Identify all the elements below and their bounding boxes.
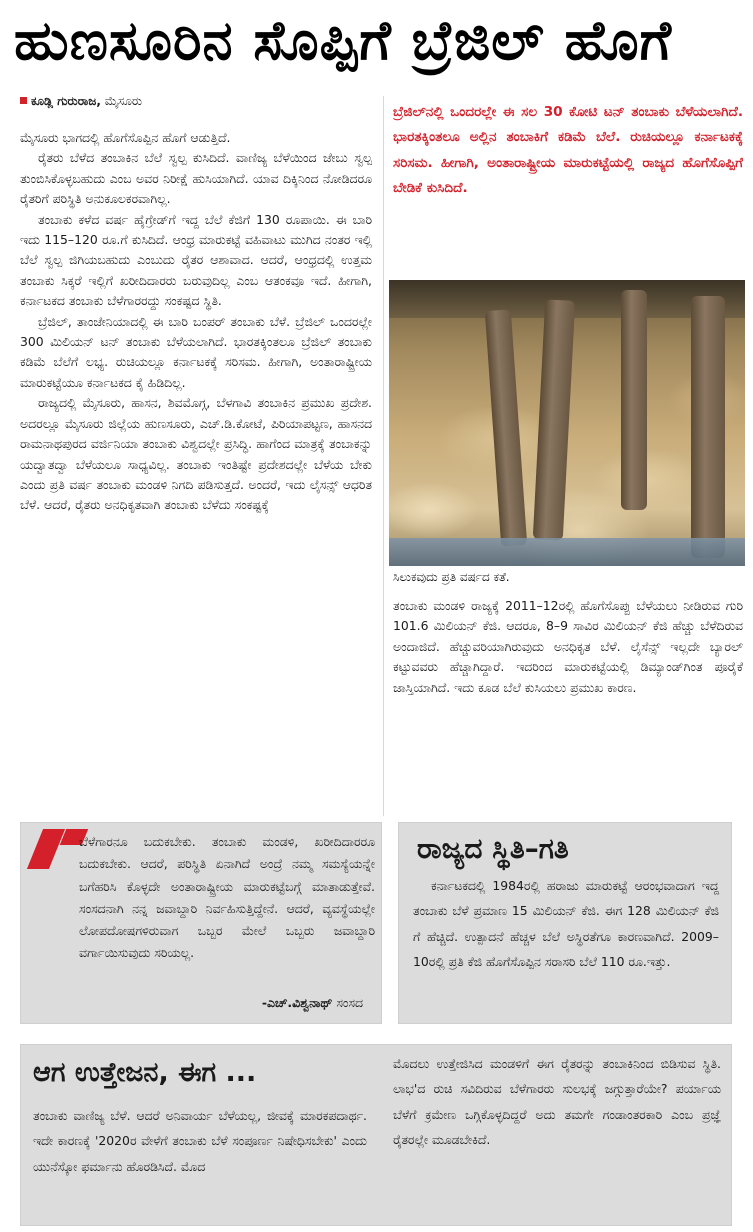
quote-author: -ಎಚ್.ವಿಶ್ವನಾಥ್ bbox=[261, 995, 333, 1010]
state-box-paragraph: ಕರ್ನಾಟಕದಲ್ಲಿ 1984ರಲ್ಲಿ ಹರಾಜು ಮಾರುಕಟ್ಟೆ ಆರಂಭವಾದಾಗ ಇದ್ದ ತಂಬಾಕು ಬೆಳೆ ಪ್ರಮಾಣ 15 ಮಿಲಿಯನ್ ಕೆಜಿ. ಈಗ 128 ಮಿಲಿಯನ್ ಕೆಜಿ ಗೆ ಹೆಚ್ಚಿದೆ. ಉತ್ಪಾದನೆ ಹೆಚ್ಚಳ ಬೆಲೆ ಅಸ್ಥಿರತೆಗೂ ಕಾರಣವಾಗಿದೆ. 2009–10ರಲ್ಲಿ ಪ್ರತಿ ಕೆಜಿ ಹೊಗೆಸೊಪ್ಪಿನ ಸರಾಸರಿ ಬೆಲೆ 110 ರೂ.ಇತ್ತು. bbox=[413, 878, 719, 970]
left-paragraph-4: ಬ್ರೆಜಿಲ್, ತಾಂಜೇನಿಯಾದಲ್ಲಿ ಈ ಬಾರಿ ಬಂಪರ್ ತಂಬಾಕು ಬೆಳೆ. ಬ್ರೆಜಿಲ್ ಒಂದರಲ್ಲೇ 300 ಮಿಲಿಯನ್ ಟನ್ ತಂಬಾಕು ಬೆಳೆಯಲಾಗಿದೆ. ಭಾರತಕ್ಕಿಂತಲೂ ಬ್ರೆಜಿಲ್ ತಂಬಾಕು ಕಡಿಮೆ ಬೆಲೆಗೆ ಲಭ್ಯ. ರುಚಿಯಲ್ಲೂ ಕರ್ನಾಟಕಕ್ಕೆ ಸರಿಸಮ. ಹೀಗಾಗಿ, ಅಂತಾರಾಷ್ಟ್ರೀಯ ಮಾರುಕಟ್ಟೆಯೂ ಕರ್ನಾಟಕದ ಕೈ ಹಿಡಿದಿಲ್ಲ. bbox=[20, 313, 372, 390]
right-column bbox=[393, 596, 743, 812]
headline: ಹುಣಸೂರಿನ ಸೊಪ್ಪಿಗೆ ಬ್ರೆಜಿಲ್ ಹೊಗೆ bbox=[14, 9, 672, 72]
column-divider bbox=[383, 96, 384, 816]
byline-author: ಕೂಡ್ಲಿ ಗುರುರಾಜ, bbox=[31, 94, 101, 108]
photo-pole-middle bbox=[533, 299, 576, 540]
quote-author-role: ಸಂಸದ bbox=[332, 995, 363, 1010]
photo-caption: ಸಿಲುಕವುದು ಪ್ರತಿ ವರ್ಷದ ಕತೆ. bbox=[393, 570, 510, 584]
state-status-box bbox=[398, 822, 732, 1024]
bottom-box-right-text: ಮೊದಲು ಉತ್ತೇಜಿಸಿದ ಮಂಡಳಿಗೆ ಈಗ ರೈತರನ್ನು ತಂಬಾಕಿನಿಂದ ಬಿಡಿಸುವ ಸ್ಥಿತಿ. ಲಾಭ'ದ ರುಚಿ ಸವಿದಿರುವ ಬೆಳೆಗಾರರು ಸುಲಭಕ್ಕೆ ಜಗ್ಗುತ್ತಾರೆಯೇ? ಪರ್ಯಾಯ ಬೆಳೆಗೆ ಕ್ರಮೇಣ ಒಗ್ಗಿಕೊಳ್ಳದಿದ್ದರೆ ಅದು ತಮಗೇ ಗಂಡಾಂತರಕಾರಿ ಎಂಬ ಪ್ರಜ್ಞೆ ರೈತರಲ್ಲೇ ಮೂಡಬೇಕಿದೆ. bbox=[393, 1056, 721, 1148]
photo-pole-center bbox=[621, 290, 647, 510]
left-column bbox=[20, 128, 372, 808]
bottom-box bbox=[20, 1044, 732, 1226]
quote-attribution bbox=[262, 995, 363, 1011]
photo-pole-right bbox=[691, 296, 725, 558]
state-box-text bbox=[413, 873, 719, 975]
left-paragraph-3: ತಂಬಾಕು ಕಳೆದ ವರ್ಷ ಹೈಗ್ರೇಡ್‌ಗೆ ಇದ್ದ ಬೆಲೆ ಕೆಜಿಗೆ 130 ರೂಪಾಯಿ. ಈ ಬಾರಿ ಇದು 115–120 ರೂ.ಗೆ ಕುಸಿದಿದೆ. ಆಂಧ್ರ ಮಾರುಕಟ್ಟೆ ವಹಿವಾಟು ಮುಗಿದ ನಂತರ ಇಲ್ಲಿ ಬೆಲೆ ಸ್ವಲ್ಪ ಜಿಗಿಯಬಹುದು ಎಂಬುದು ರೈತರ ಆಶಾವಾದ. ಆದರೆ, ಆಂಧ್ರದಲ್ಲಿ ಉತ್ತಮ ತಂಬಾಕು ಸಿಕ್ಕರೆ ಇಲ್ಲಿಗೆ ಖರೀದಿದಾರರು ಬರುವುದಿಲ್ಲ ಎಂಬ ಆತಂಕವೂ ಇದೆ. ಹೀಗಾಗಿ, ಕರ್ನಾಟಕದ ತಂಬಾಕು ಬೆಳೆಗಾರರದ್ದು ಸಂಕಷ್ಟದ ಸ್ಥಿತಿ. bbox=[20, 211, 372, 309]
quote-text: ಬೆಳೆಗಾರನೂ ಬದುಕಬೇಕು. ತಂಬಾಕು ಮಂಡಳಿ, ಖರೀದಿದಾರರೂ ಬದುಕಬೇಕು. ಆದರೆ, ಪರಿಸ್ಥಿತಿ ಏನಾಗಿದೆ ಅಂದ್ರೆ ನಮ್ಮ ಸಮಸ್ಯೆಯನ್ನೇ ಬಗೆಹರಿಸಿ ಕೊಳ್ಳದೇ ಅಂತಾರಾಷ್ಟ್ರೀಯ ಮಾರುಕಟ್ಟೆಬಗ್ಗೆ ಮಾತಾಡುತ್ತೇವೆ. ಸಂಸದನಾಗಿ ನನ್ನ ಜವಾಬ್ದಾರಿ ನಿರ್ವಹಿಸುತ್ತಿದ್ದೇನೆ. ಆದರೆ, ವ್ಯವಸ್ಥೆಯಲ್ಲೇ ಲೋಪದೋಷಗಳಿರುವಾಗ ಒಬ್ಬರ ಮೇಲೆ ಒಬ್ಬರು ಜವಾಬ್ದಾರಿ ವರ್ಗಾಯಿಸುವುದು ಸರಿಯಲ್ಲ. bbox=[79, 834, 375, 961]
byline bbox=[20, 94, 142, 109]
pull-quote-highlight: ಬ್ರೆಜಿಲ್‌ನಲ್ಲಿ ಒಂದರಲ್ಲೇ ಈ ಸಲ 30 ಕೋಟಿ ಟನ್ ತಂಬಾಕು ಬೆಳೆಯಲಾಗಿದೆ. ಭಾರತಕ್ಕಿಂತಲೂ ಅಲ್ಲಿನ ತಂಬಾಕಿಗೆ ಕಡಿಮೆ ಬೆಲೆ. ರುಚಿಯಲ್ಲೂ ಕರ್ನಾಟಕಕ್ಕೆ ಸರಿಸಮ. ಹೀಗಾಗಿ, ಅಂತಾರಾಷ್ಟ್ರೀಯ ಮಾರುಕಟ್ಟೆಯಲ್ಲಿ ರಾಜ್ಯದ ಹೊಗೆಸೊಪ್ಪಿಗೆ ಬೇಡಿಕೆ ಕುಸಿದಿದೆ. bbox=[393, 104, 743, 197]
left-paragraph-1: ಮೈಸೂರು ಭಾಗದಲ್ಲಿ ಹೊಗೆಸೊಪ್ಪಿನ ಹೊಗೆ ಆಡುತ್ತಿದೆ. bbox=[20, 130, 231, 145]
photo-tarp bbox=[389, 538, 745, 566]
byline-place: ಮೈಸೂರು bbox=[100, 94, 143, 108]
bottom-box-title: ಆಗ ಉತ್ತೇಜನ, ಈಗ ... bbox=[33, 1057, 257, 1088]
bottom-box-left-text: ತಂಬಾಕು ವಾಣಿಜ್ಯ ಬೆಳೆ. ಆದರೆ ಅನಿವಾರ್ಯ ಬೆಳೆಯಲ್ಲ, ಜೀವಕ್ಕೆ ಮಾರಕಪದಾರ್ಥ. ಇದೇ ಕಾರಣಕ್ಕೆ '2020ರ ವೇಳೆಗೆ ತಂಬಾಕು ಬೆಳೆ ಸಂಪೂರ್ಣ ನಿಷೇಧಿಸಬೇಕು' ಎಂದು ಯುನೆಸ್ಕೋ ಫರ್ಮಾನು ಹೊರಡಿಸಿದೆ. ಮೊದ bbox=[33, 1108, 367, 1174]
left-paragraph-2: ರೈತರು ಬೆಳೆದ ತಂಬಾಕಿನ ಬೆಲೆ ಸ್ವಲ್ಪ ಕುಸಿದಿದೆ. ವಾಣಿಜ್ಯ ಬೆಳೆಯಿಂದ ಜೇಬು ಸ್ವಲ್ಪ ತುಂಬಿಸಿಕೊಳ್ಳಬಹುದು ಎಂಬ ಅವರ ನಿರೀಕ್ಷೆ ಹುಸಿಯಾಗಿದೆ. ಯಾವ ದಿಕ್ಕಿನಿಂದ ನೋಡಿದರೂ ರೈತರಿಗೆ ಪರಿಸ್ಥಿತಿ ಅನುಕೂಲಕರವಾಗಿಲ್ಲ. bbox=[20, 150, 372, 207]
right-paragraph-1: ತಂಬಾಕು ಮಂಡಳಿ ರಾಜ್ಯಕ್ಕೆ 2011–12ರಲ್ಲಿ ಹೊಗೆಸೊಪ್ಪು ಬೆಳೆಯಲು ನೀಡಿರುವ ಗುರಿ 101.6 ಮಿಲಿಯನ್ ಕೆಜಿ. ಆದರೂ, 8–9 ಸಾವಿರ ಮಿಲಿಯನ್ ಕೆಜಿ ಹೆಚ್ಚು ಬೆಳೆದಿರುವ ಅಂದಾಜಿದೆ. ಹೆಚ್ಚುವರಿಯಾಗಿರುವುದು ಅನಧಿಕೃತ ಬೆಳೆ. ಲೈಸೆನ್ಸ್ ಇಲ್ಲದೇ ಬ್ಯಾರಲ್ ಕಟ್ಟುವವರು ಹೆಚ್ಚಾಗಿದ್ದಾರೆ. ಇದರಿಂದ ಮಾರುಕಟ್ಟೆಯಲ್ಲಿ ಡಿಮ್ಯಾಂಡ್‌ಗಿಂತ ಪೂರೈಕೆ ಜಾಸ್ತಿಯಾಗಿದೆ. ಇದು ಕೂಡ ಬೆಲೆ ಕುಸಿಯಲು ಪ್ರಮುಖ ಕಾರಣ. bbox=[393, 598, 743, 695]
state-box-title: ರಾಜ್ಯದ ಸ್ಥಿತಿ–ಗತಿ bbox=[417, 832, 569, 865]
quote-box bbox=[20, 822, 382, 1024]
photo-pole-left bbox=[485, 309, 527, 546]
tobacco-leaves-photo bbox=[389, 280, 745, 566]
left-paragraph-5: ರಾಜ್ಯದಲ್ಲಿ ಮೈಸೂರು, ಹಾಸನ, ಶಿವಮೊಗ್ಗ, ಬೆಳಗಾವಿ ತಂಬಾಕಿನ ಪ್ರಮುಖ ಪ್ರದೇಶ. ಅದರಲ್ಲೂ ಮೈಸೂರು ಜಿಲ್ಲೆಯ ಹುಣಸೂರು, ಎಚ್.ಡಿ.ಕೋಟೆ, ಪಿರಿಯಾಪಟ್ಟಣ, ಹಾಸನದ ರಾಮನಾಥಪುರದ ವರ್ಜಿನಿಯಾ ತಂಬಾಕು ವಿಶ್ವದಲ್ಲೇ ಪ್ರಸಿದ್ಧಿ. ಹಾಗೆಂದ ಮಾತ್ರಕ್ಕೆ ತಂಬಾಕನ್ನು ಯದ್ವಾತದ್ವಾ ಬೆಳೆಯಲೂ ಸಾಧ್ಯವಿಲ್ಲ. ತಂಬಾಕು ಇಂತಿಷ್ಟೇ ಪ್ರದೇಶದಲ್ಲೇ ಬೆಳೆಯ ಬೇಕು ಎಂದು ಪ್ರತಿ ವರ್ಷ ತಂಬಾಕು ಮಂಡಳಿ ನಿಗದಿ ಪಡಿಸುತ್ತದೆ. ಅಂದರೆ, ಇದು ಲೈಸನ್ಸ್ ಆಧರಿತ ಬೆಳೆ. ಆದರೆ, ರೈತರು ಅನಧಿಕೃತವಾಗಿ ತಂಬಾಕು ಬೆಳೆದು ಸಂಕಷ್ಟಕ್ಕೆ bbox=[20, 395, 372, 513]
byline-square-icon bbox=[20, 97, 27, 104]
